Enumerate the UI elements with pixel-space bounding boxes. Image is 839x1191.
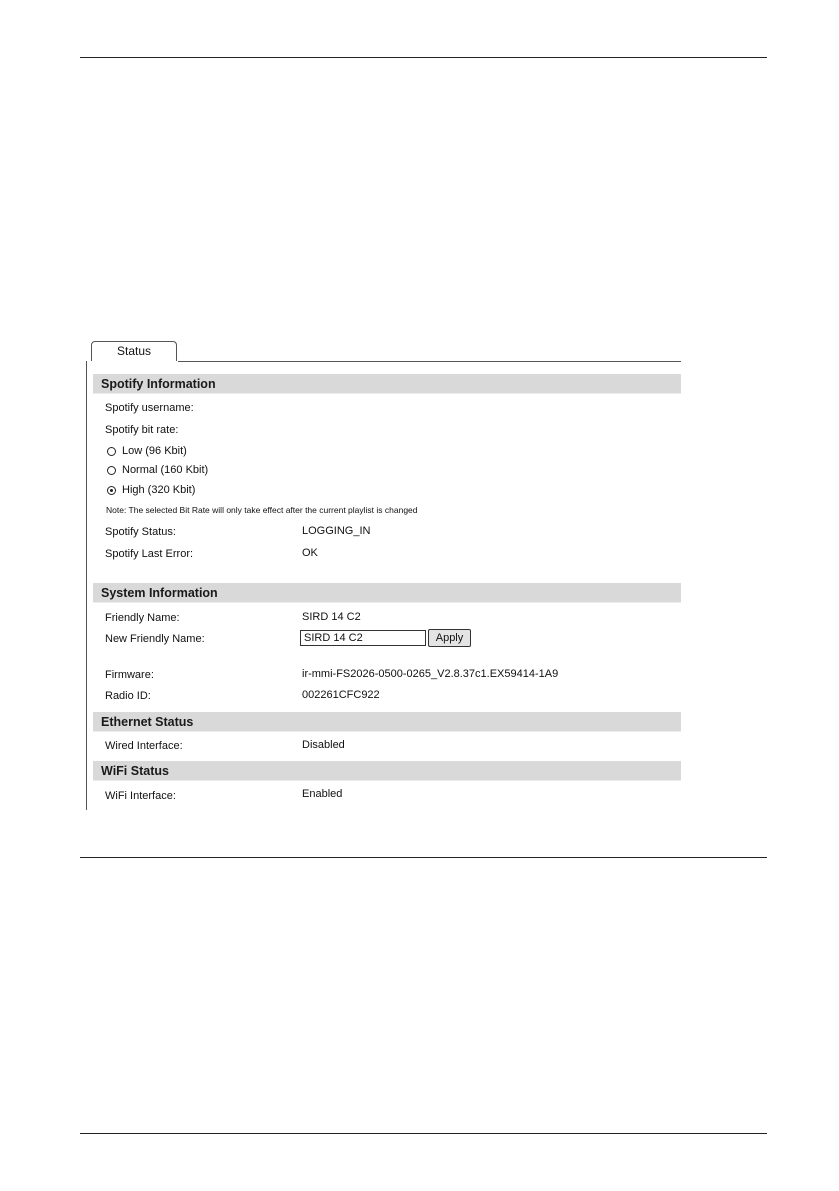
friendly-name-label: Friendly Name: (105, 612, 180, 624)
apply-button[interactable]: Apply (428, 629, 471, 647)
status-panel (86, 340, 682, 810)
spotify-last-error-label: Spotify Last Error: (105, 548, 194, 560)
firmware-label: Firmware: (105, 669, 154, 681)
firmware-value: ir-mmi-FS2026-0500-0265_V2.8.37c1.EX59414-1A9 (302, 668, 559, 680)
system-section-header: System Information (93, 583, 681, 603)
spotify-status-value: LOGGING_IN (302, 525, 371, 537)
spotify-last-error-value: OK (302, 547, 318, 559)
new-friendly-name-label: New Friendly Name: (105, 633, 205, 645)
bitrate-option-label: High (320 Kbit) (122, 484, 196, 496)
wifi-section-header: WiFi Status (93, 761, 681, 781)
bitrate-option-normal[interactable] (107, 463, 208, 477)
spotify-status-label: Spotify Status: (105, 526, 176, 538)
spotify-section-header: Spotify Information (93, 374, 681, 394)
radio-low[interactable] (107, 447, 116, 456)
bitrate-option-label: Normal (160 Kbit) (122, 464, 209, 476)
radio-high[interactable] (107, 486, 116, 495)
wired-interface-label: Wired Interface: (105, 740, 183, 752)
wifi-interface-label: WiFi Interface: (105, 790, 176, 802)
bitrate-option-label: Low (96 Kbit) (122, 445, 187, 457)
bitrate-option-low[interactable] (107, 444, 187, 458)
bitrate-option-high[interactable] (107, 483, 195, 497)
bottom-rule (80, 1133, 767, 1134)
radio-id-value: 002261CFC922 (302, 689, 380, 701)
middle-rule (80, 857, 767, 858)
radio-id-label: Radio ID: (105, 690, 151, 702)
spotify-username-label: Spotify username: (105, 402, 194, 414)
spotify-bitrate-label: Spotify bit rate: (105, 424, 179, 436)
ethernet-section-header: Ethernet Status (93, 712, 681, 732)
panel-left-border (86, 361, 87, 810)
wired-interface-value: Disabled (302, 739, 345, 751)
top-rule (80, 57, 767, 58)
new-friendly-name-input[interactable] (300, 630, 426, 646)
radio-normal[interactable] (107, 466, 116, 475)
tab-status[interactable]: Status (91, 341, 177, 361)
wifi-interface-value: Enabled (302, 788, 343, 800)
tab-bar-line (178, 361, 681, 362)
friendly-name-value: SIRD 14 C2 (302, 611, 361, 623)
bitrate-note: Note: The selected Bit Rate will only take effect after the current playlist is changed (106, 505, 418, 515)
